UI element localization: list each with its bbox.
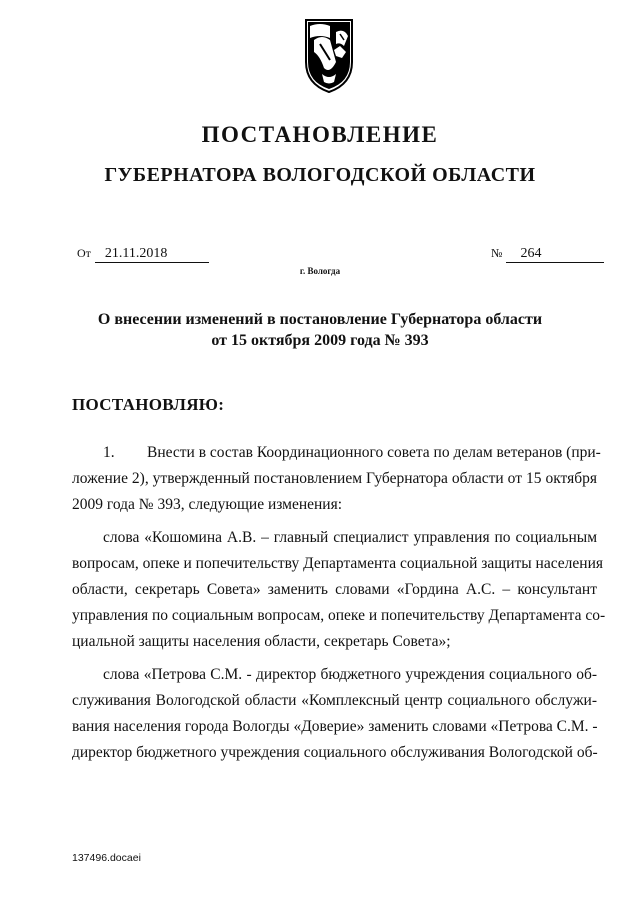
paragraph-line: управления по социальным вопросам, опеке и попечительству Департамента со- bbox=[72, 607, 606, 624]
document-type-title: ПОСТАНОВЛЕНИЕ bbox=[201, 122, 439, 147]
point-number: 1. bbox=[103, 444, 115, 461]
file-code: 137496.docaei bbox=[72, 852, 141, 864]
paragraph-line bbox=[72, 440, 601, 466]
document-body bbox=[72, 440, 606, 766]
resolve-heading: ПОСТАНОВЛЯЮ: bbox=[72, 395, 225, 414]
paragraph-line: слова «Петрова С.М. - директор бюджетного учреждения социального об- bbox=[103, 666, 597, 683]
paragraph-line: вопросам, опеке и попечительству Департамента социальной защиты населения bbox=[72, 555, 604, 572]
paragraph-line: ложение 2), утвержденный постановлением Губернатора области от 15 октября bbox=[72, 470, 597, 487]
document-number: 264 bbox=[506, 246, 604, 263]
subject-line: от 15 октября 2009 года № 393 bbox=[211, 332, 429, 349]
issue-city: г. Вологда bbox=[299, 266, 341, 276]
paragraph-line: слова «Кошомина А.В. – главный специалист управления по социальным bbox=[103, 529, 597, 546]
paragraph-line: вания населения города Вологды «Доверие» заменить словами «Петрова С.М. - bbox=[72, 718, 598, 735]
paragraph-line: служивания Вологодской области «Комплексный центр социального обслужи- bbox=[72, 692, 597, 709]
subject-line: О внесении изменений в постановление Губернатора области bbox=[97, 311, 543, 328]
date-block bbox=[77, 246, 209, 263]
document-issuer: ГУБЕРНАТОРА ВОЛОГОДСКОЙ ОБЛАСТИ bbox=[104, 164, 536, 186]
number-block bbox=[491, 246, 604, 263]
coat-of-arms-icon bbox=[300, 16, 358, 96]
paragraph-line: директор бюджетного учреждения социального обслуживания Вологодской об- bbox=[72, 744, 598, 761]
paragraph-text: Внести в состав Координационного совета по делам ветеранов (при- bbox=[147, 444, 601, 461]
document-date: 21.11.2018 bbox=[95, 246, 209, 263]
date-prefix: От bbox=[77, 246, 91, 260]
paragraph-line: циальной защиты населения области, секретарь Совета»; bbox=[72, 633, 451, 650]
document-subject bbox=[0, 309, 640, 351]
number-prefix: № bbox=[491, 246, 503, 260]
paragraph-line: 2009 года № 393, следующие изменения: bbox=[72, 496, 343, 513]
paragraph-line: области, секретарь Совета» заменить словами «Гордина А.С. – консультант bbox=[72, 581, 597, 598]
